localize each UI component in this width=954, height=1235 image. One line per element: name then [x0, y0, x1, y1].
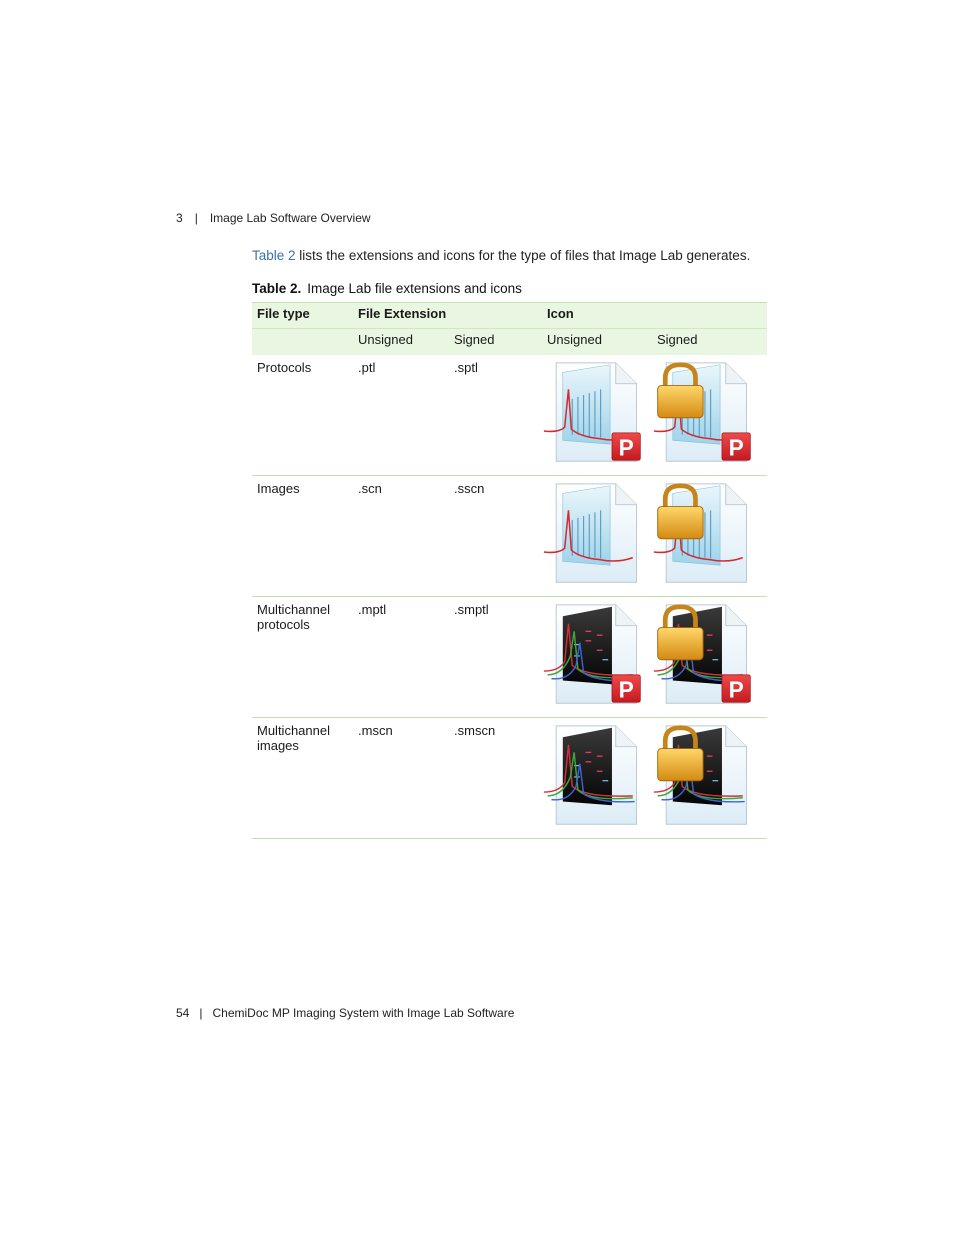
footer-separator: |	[199, 1006, 203, 1020]
table-subheader-row	[252, 329, 767, 355]
cell-unsigned-ext: .mptl	[358, 602, 387, 617]
table-row	[252, 597, 767, 718]
table-caption	[252, 281, 522, 296]
cell-file-type: Images	[257, 481, 300, 496]
signed-multichannel-protocol-file-icon	[652, 601, 756, 709]
cell-icon-signed	[652, 476, 767, 597]
cell-signed-ext: .sscn	[454, 481, 485, 496]
chapter-title: Image Lab Software Overview	[209, 211, 371, 225]
table-row	[252, 355, 767, 476]
table-cross-reference-link[interactable]: Table 2	[252, 248, 296, 263]
protocol-file-icon	[542, 359, 646, 467]
cell-icon-signed	[652, 718, 767, 839]
intro-paragraph	[252, 248, 750, 263]
cell-signed-ext: .sptl	[454, 359, 478, 375]
signed-image-file-icon	[652, 480, 756, 588]
cell-icon-signed	[652, 355, 767, 476]
protocol-badge-letter: P	[618, 434, 634, 461]
protocol-badge-letter: P	[728, 676, 744, 703]
header-icon: Icon	[542, 303, 767, 329]
multichannel-image-file-icon	[542, 722, 646, 830]
header-file-extension: File Extension	[353, 303, 542, 329]
table-caption-title: Image Lab file extensions and icons	[307, 281, 522, 296]
chapter-number: 3	[176, 211, 183, 225]
subheader-ext-signed: Signed	[449, 329, 542, 355]
subheader-ext-unsigned: Unsigned	[353, 329, 449, 355]
running-header	[176, 211, 371, 225]
cell-signed-ext: .smscn	[454, 723, 496, 738]
cell-icon-unsigned	[542, 597, 652, 718]
multichannel-protocol-file-icon	[542, 601, 646, 709]
file-extensions-table	[252, 302, 767, 839]
cell-unsigned-ext: .ptl	[358, 359, 376, 375]
cell-file-type: Multichannel protocols	[257, 602, 330, 632]
table-header-row	[252, 303, 767, 329]
book-title: ChemiDoc MP Imaging System with Image Lab Software	[212, 1006, 515, 1020]
cell-file-type: Multichannel images	[257, 723, 330, 753]
intro-text: lists the extensions and icons for the type of files that Image Lab generates.	[295, 248, 751, 263]
cell-icon-unsigned	[542, 718, 652, 839]
header-file-type: File type	[252, 303, 353, 329]
signed-protocol-file-icon	[652, 359, 756, 467]
cell-unsigned-ext: .mscn	[358, 723, 393, 738]
image-file-icon	[542, 480, 646, 588]
header-separator: |	[194, 211, 198, 225]
table-caption-label: Table 2.	[252, 281, 302, 296]
cell-unsigned-ext: .scn	[358, 481, 382, 496]
subheader-empty	[252, 329, 353, 355]
page-number: 54	[176, 1006, 190, 1020]
cell-signed-ext: .smptl	[454, 602, 489, 617]
cell-icon-unsigned	[542, 476, 652, 597]
table-row	[252, 718, 767, 839]
subheader-icon-unsigned: Unsigned	[542, 329, 652, 355]
protocol-badge-letter: P	[728, 434, 744, 461]
table-row	[252, 476, 767, 597]
subheader-icon-signed: Signed	[652, 329, 767, 355]
signed-multichannel-image-file-icon	[652, 722, 756, 830]
cell-icon-signed	[652, 597, 767, 718]
running-footer	[176, 1006, 514, 1020]
protocol-badge-letter: P	[618, 676, 634, 703]
cell-file-type: Protocols	[257, 359, 312, 375]
cell-icon-unsigned	[542, 355, 652, 476]
